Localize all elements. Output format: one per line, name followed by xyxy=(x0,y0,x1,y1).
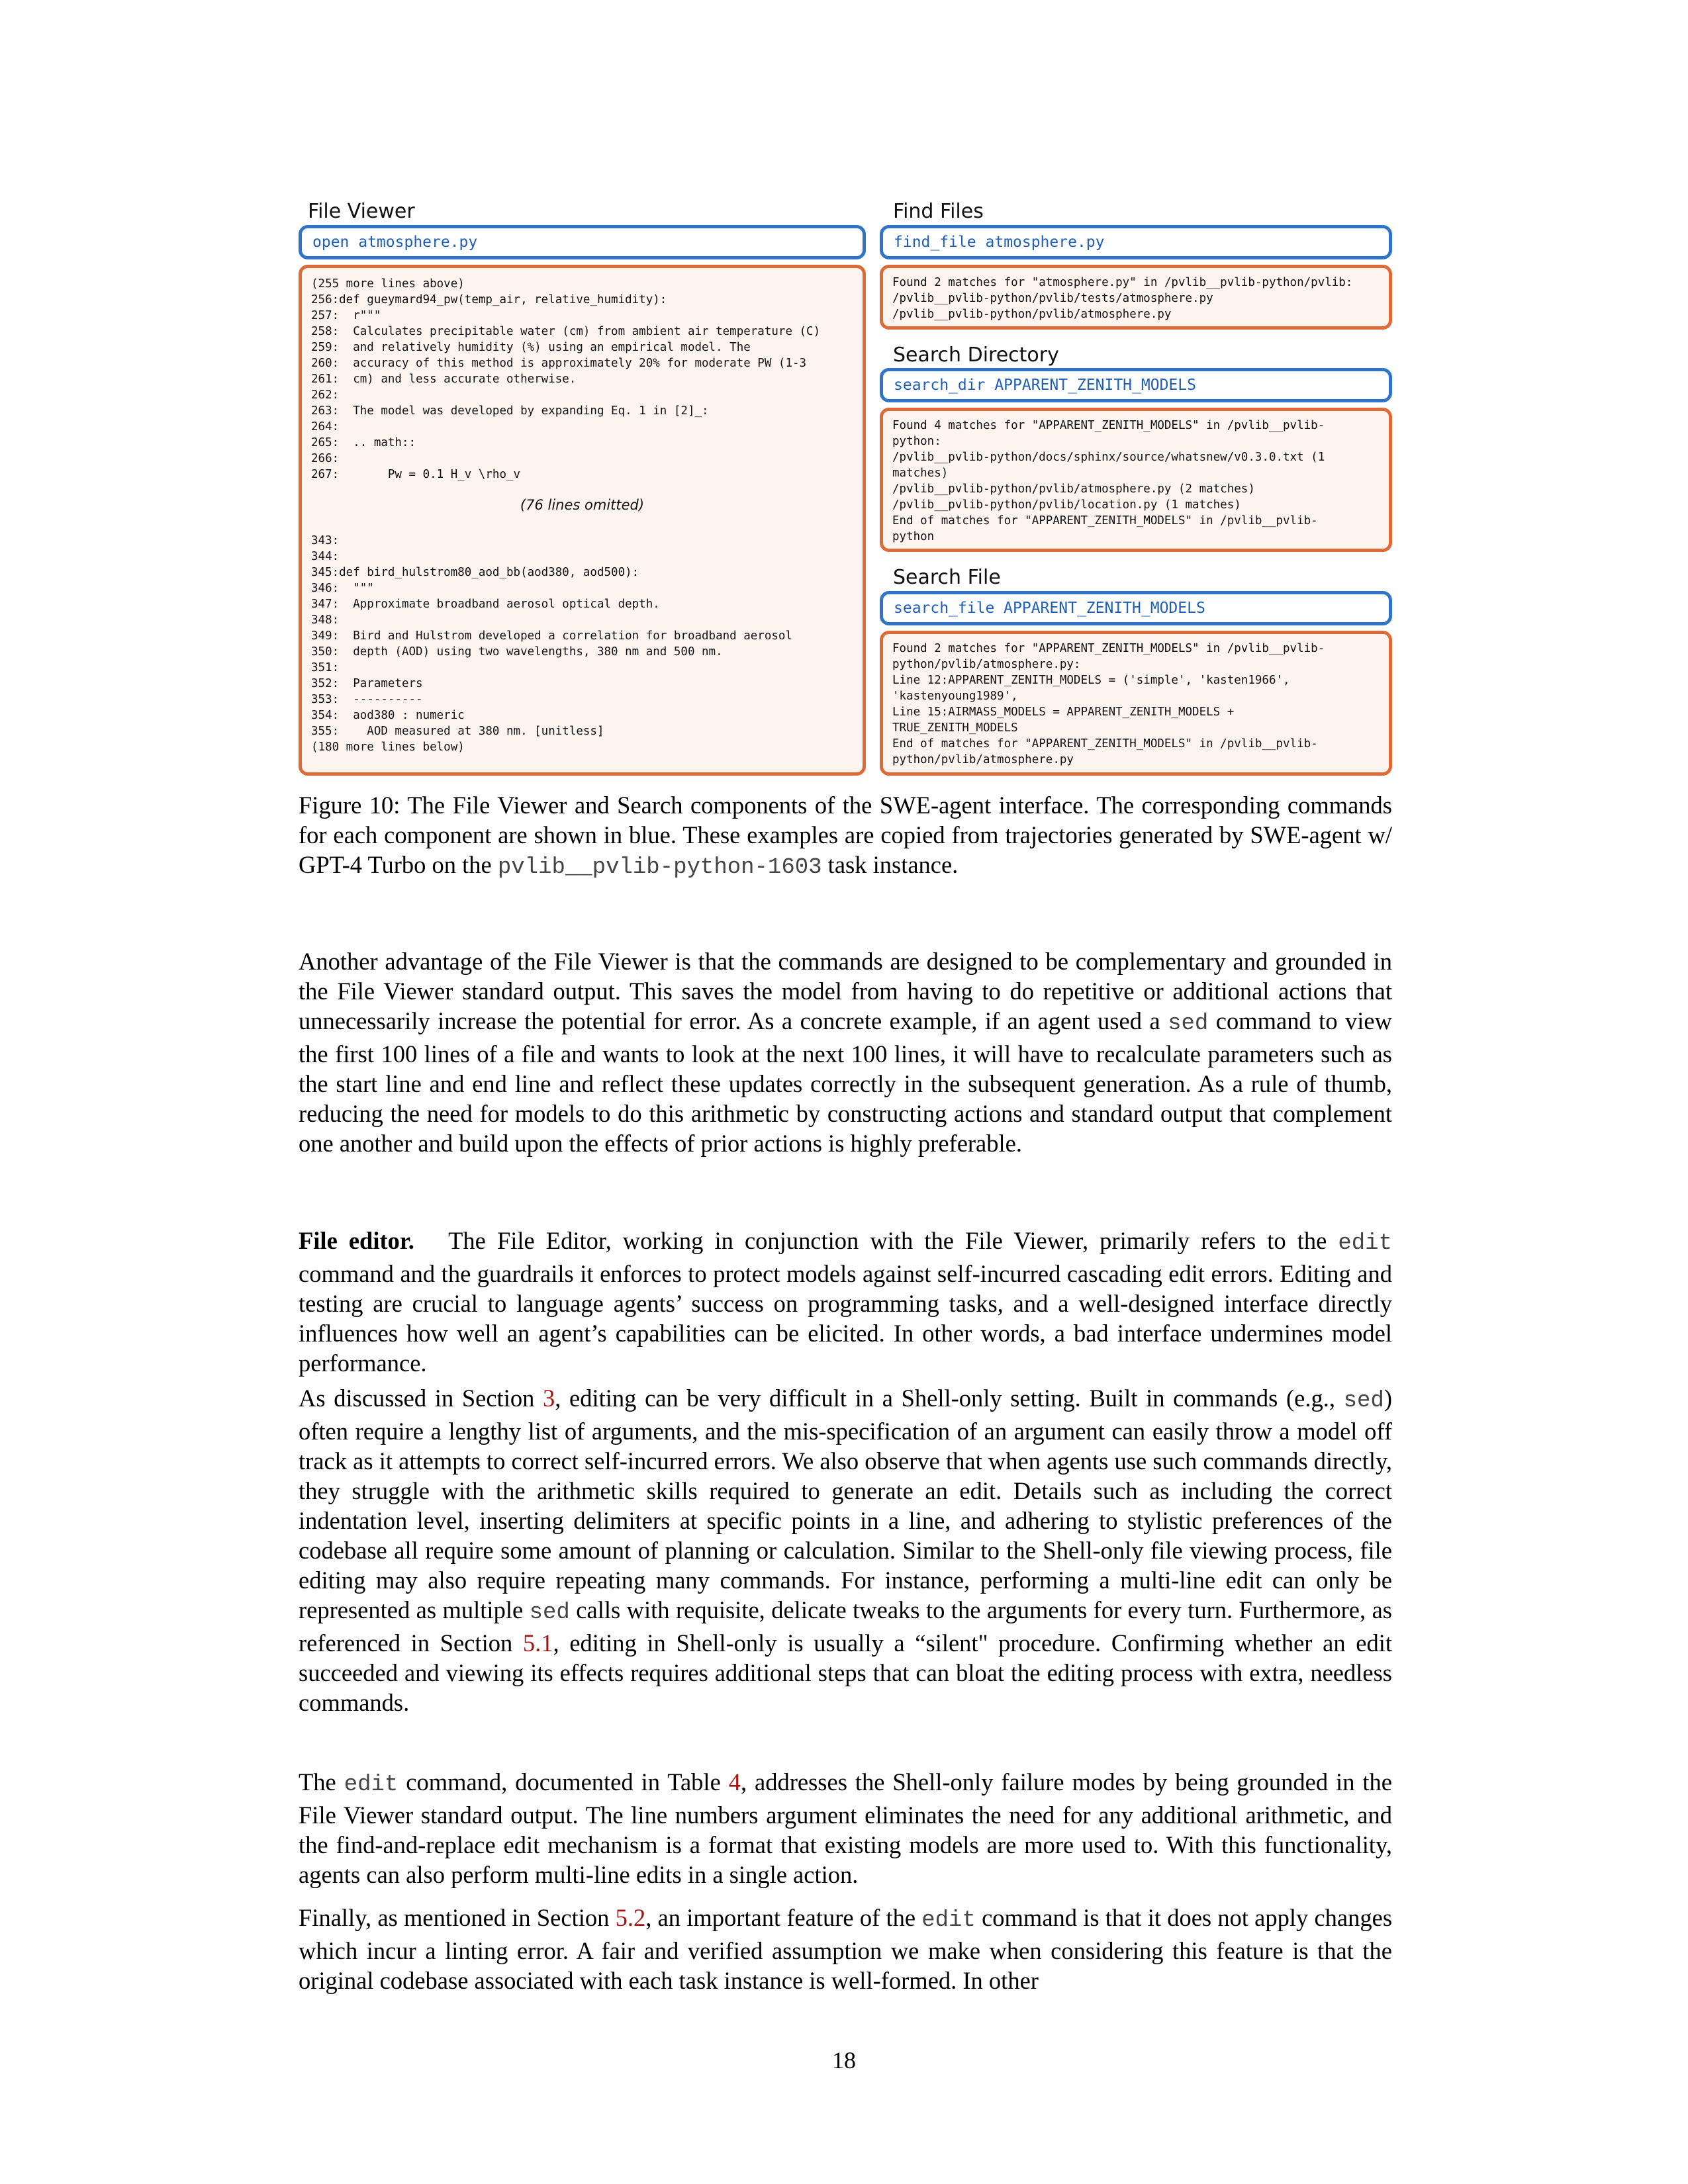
table-4-link[interactable]: 4 xyxy=(728,1768,741,1796)
caption-task-id: pvlib__pvlib-python-1603 xyxy=(497,855,822,880)
p5-text-c: command is that it does not apply changes which incur a linting error. A fair and verified assumption we make when considering this feature is that the original codebase associated with each task instance is well-formed. In other xyxy=(299,1904,1393,1994)
output-line: /pvlib__pvlib-python/pvlib/atmosphere.py xyxy=(892,308,1172,321)
code-line: 256:def gueymard94_pw(temp_air, relative_humidity): xyxy=(311,293,667,306)
code-line: 345:def bird_hulstrom80_aod_bb(aod380, aod500): xyxy=(311,566,639,579)
paragraph-linting xyxy=(299,1903,1392,1995)
file-viewer-title: File Viewer xyxy=(308,200,415,223)
file-viewer-output xyxy=(299,265,866,776)
output-line: Found 2 matches for "APPARENT_ZENITH_MODELS" in /pvlib__pvlib- xyxy=(892,642,1325,655)
p3-text-b: , editing can be very difficult in a Shell-only setting. Built in commands (e.g., xyxy=(555,1385,1344,1412)
output-line: Line 12:APPARENT_ZENITH_MODELS = ('simple', 'kasten1966', xyxy=(892,674,1290,687)
paragraph-shell-only-editing xyxy=(299,1383,1392,1717)
file-viewer-command: open atmosphere.py xyxy=(299,225,866,259)
code-line: 346: """ xyxy=(311,582,374,595)
section-5-2-link[interactable]: 5.2 xyxy=(615,1904,646,1931)
paragraph-edit-command xyxy=(299,1767,1392,1889)
p2-text-b: command and the guardrails it enforces to protect models against self-incurred cascading edit errors. Editing and testing are crucial to language agents’ success on programming tasks, and a well-designed interface directly influences how well an agent’s capabilities can be elicited. In other words, a bad interface undermines model performance. xyxy=(299,1260,1392,1377)
code-line: 343: xyxy=(311,534,340,547)
output-line: python: xyxy=(892,435,941,448)
caption-text-2: task instance. xyxy=(821,851,959,878)
output-line: /pvlib__pvlib-python/pvlib/atmosphere.py (2 matches) xyxy=(892,482,1255,496)
output-line: python/pvlib/atmosphere.py: xyxy=(892,658,1081,671)
p3-text-d: calls with requisite, delicate tweaks to the arguments for every turn. Furthermore, as referenced in Section xyxy=(299,1596,1392,1657)
search-directory-title: Search Directory xyxy=(893,343,1059,367)
output-line: Found 2 matches for "atmosphere.py" in /pvlib__pvlib-python/pvlib: xyxy=(892,276,1353,289)
code-line: 351: xyxy=(311,661,340,674)
file-editor-heading: File editor. xyxy=(299,1227,414,1254)
code-line: 260: accuracy of this method is approximately 20% for moderate PW (1-3 xyxy=(311,357,807,370)
code-line: (180 more lines below) xyxy=(311,741,465,754)
p5-text-a: Finally, as mentioned in Section xyxy=(299,1904,616,1931)
code-line: 344: xyxy=(311,550,340,563)
p3-text-a: As discussed in Section xyxy=(299,1385,543,1412)
find-files-output xyxy=(880,265,1392,330)
code-line: 257: r""" xyxy=(311,309,381,322)
p2-code-edit: edit xyxy=(1338,1231,1392,1256)
code-line: 261: cm) and less accurate otherwise. xyxy=(311,373,577,386)
p5-code-edit: edit xyxy=(921,1908,976,1933)
output-line: /pvlib__pvlib-python/docs/sphinx/source/whatsnew/v0.3.0.txt (1 xyxy=(892,451,1325,464)
code-line: (255 more lines above) xyxy=(311,277,465,291)
p1-text-a: Another advantage of the File Viewer is that the commands are designed to be complementary and grounded in the File Viewer standard output. This saves the model from having to do repetitive or additional actions that unnecessarily increase the potential for error. As a concrete example, if an agent used a xyxy=(299,948,1392,1034)
code-line: 349: Bird and Hulstrom developed a correlation for broadband aerosol xyxy=(311,629,792,643)
p3-code-sed-1: sed xyxy=(1343,1388,1384,1414)
search-file-output xyxy=(880,631,1392,776)
output-line: Found 4 matches for "APPARENT_ZENITH_MODELS" in /pvlib__pvlib- xyxy=(892,419,1325,432)
code-line: 266: xyxy=(311,452,340,465)
output-line: End of matches for "APPARENT_ZENITH_MODELS" in /pvlib__pvlib- xyxy=(892,737,1318,751)
output-line: TRUE_ZENITH_MODELS xyxy=(892,721,1018,735)
find-files-command: find_file atmosphere.py xyxy=(880,225,1392,259)
output-line: 'kastenyoung1989', xyxy=(892,690,1018,703)
code-line: 355: AOD measured at 380 nm. [unitless] xyxy=(311,725,604,738)
p3-text-e: , editing in Shell-only is usually a “silent" procedure. Confirming whether an edit succeeded and viewing its effects requires additional steps that can bloat the editing process with extra, needless commands. xyxy=(299,1629,1392,1716)
p1-code-sed: sed xyxy=(1168,1011,1209,1036)
find-files-title: Find Files xyxy=(893,200,984,223)
code-line: 350: depth (AOD) using two wavelengths, 380 nm and 500 nm. xyxy=(311,645,723,659)
paragraph-file-editor xyxy=(299,1226,1392,1378)
file-viewer-omitted-note: (76 lines omitted) xyxy=(520,497,645,513)
p5-text-b: , an important feature of the xyxy=(645,1904,922,1931)
p4-text-b: command, documented in Table xyxy=(398,1768,729,1796)
p4-code-edit: edit xyxy=(344,1772,399,1797)
file-viewer-lines-before xyxy=(311,276,853,482)
search-file-title: Search File xyxy=(893,566,1001,589)
code-line: 347: Approximate broadband aerosol optical depth. xyxy=(311,598,660,611)
code-line: 258: Calculates precipitable water (cm) from ambient air temperature (C) xyxy=(311,325,821,338)
code-line: 352: Parameters xyxy=(311,677,423,690)
output-line: python/pvlib/atmosphere.py xyxy=(892,753,1074,766)
code-line: 353: ---------- xyxy=(311,693,423,706)
p3-text-c: ) often require a lengthy list of arguments, and the mis-specification of an argument can easily throw a model off track as it attempts to correct self-incurred errors. We also observe that when agents use such commands directly, they struggle with the arithmetic skills required to generate an edit. Details such as including the correct indentation level, inserting delimiters at specific points in a line, and adhering to stylistic preferences of the codebase all require some amount of planning or calculation. Similar to the Shell-only file viewing process, file editing may also require repeating many commands. For instance, performing a multi-line edit can only be represented as multiple xyxy=(299,1385,1393,1623)
output-line: python xyxy=(892,530,935,543)
caption-text-1: Figure 10: The File Viewer and Search components of the SWE-agent interface. The corresponding commands for each component are shown in blue. These examples are copied from trajectories generated by SWE-agent w/ GPT-4 Turbo on the xyxy=(299,792,1392,878)
p4-text-a: The xyxy=(299,1768,344,1796)
p4-text-c: , addresses the Shell-only failure modes by being grounded in the File Viewer standard output. The line numbers argument eliminates the need for any additional arithmetic, and the find-and-replace edit mechanism is a format that existing models are more used to. With this functionality, agents can also perform multi-line edits in a single action. xyxy=(299,1768,1392,1888)
code-line: 263: The model was developed by expanding Eq. 1 in [2]_: xyxy=(311,404,709,418)
output-line: Line 15:AIRMASS_MODELS = APPARENT_ZENITH_MODELS + xyxy=(892,705,1235,719)
code-line: 265: .. math:: xyxy=(311,436,416,449)
output-line: End of matches for "APPARENT_ZENITH_MODELS" in /pvlib__pvlib- xyxy=(892,514,1318,527)
code-line: 267: Pw = 0.1 H_v \rho_v xyxy=(311,468,521,481)
section-3-link[interactable]: 3 xyxy=(543,1385,555,1412)
search-file-command: search_file APPARENT_ZENITH_MODELS xyxy=(880,591,1392,625)
output-line: /pvlib__pvlib-python/pvlib/tests/atmosphere.py xyxy=(892,292,1213,305)
p2-text-a: The File Editor, working in conjunction with the File Viewer, primarily refers to the xyxy=(448,1227,1338,1254)
p1-text-b: command to view the first 100 lines of a file and wants to look at the next 100 lines, it will have to recalculate parameters such as the start line and end line and reflect these updates correctly in the subsequent generation. As a rule of thumb, reducing the need for models to do this arithmetic by constructing actions and standard output that complement one another and build upon the effects of prior actions is highly preferable. xyxy=(299,1007,1392,1157)
search-directory-output xyxy=(880,408,1392,552)
code-line: 259: and relatively humidity (%) using an empirical model. The xyxy=(311,341,751,354)
code-line: 264: xyxy=(311,420,340,433)
paragraph-file-viewer-advantage xyxy=(299,946,1392,1158)
code-line: 262: xyxy=(311,388,340,402)
section-5-1-link[interactable]: 5.1 xyxy=(522,1629,553,1657)
code-line: 354: aod380 : numeric xyxy=(311,709,465,722)
output-line: matches) xyxy=(892,467,949,480)
page-number: 18 xyxy=(832,2047,856,2073)
code-line: 348: xyxy=(311,614,340,627)
output-line: /pvlib__pvlib-python/pvlib/location.py (1 matches) xyxy=(892,498,1241,512)
p3-code-sed-2: sed xyxy=(529,1600,570,1625)
figure-caption xyxy=(299,790,1392,883)
search-directory-command: search_dir APPARENT_ZENITH_MODELS xyxy=(880,368,1392,402)
file-viewer-lines-after xyxy=(311,533,853,755)
